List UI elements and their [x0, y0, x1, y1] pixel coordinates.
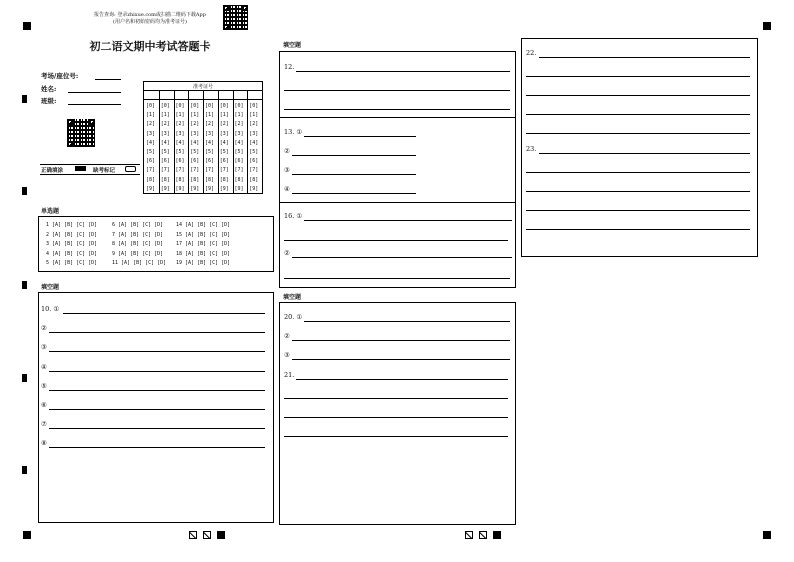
page-marker-icon — [217, 531, 225, 539]
exam-id-bubble[interactable]: [7] — [146, 167, 156, 174]
exam-id-bubble[interactable]: [1] — [190, 112, 200, 119]
fill-item-label: ④ — [284, 185, 290, 193]
exam-id-bubble[interactable]: [7] — [219, 167, 229, 174]
fill-item-label: ④ — [41, 362, 47, 371]
answer-line[interactable] — [292, 193, 416, 194]
exam-id-bubble[interactable]: [7] — [160, 167, 170, 174]
fill-item-label: ③ — [284, 351, 290, 359]
exam-id-bubble[interactable]: [6] — [146, 158, 156, 165]
exam-id-bubble[interactable]: [4] — [234, 139, 244, 146]
exam-id-bubble[interactable]: [6] — [175, 158, 185, 165]
answer-line[interactable] — [526, 191, 750, 192]
page-marker-icon — [493, 531, 501, 539]
fill-item-label: ② — [284, 249, 290, 257]
exam-id-bubble[interactable]: [5] — [160, 149, 170, 155]
answer-line[interactable] — [49, 371, 265, 372]
fill-mid2-title: 填空题 — [283, 294, 302, 301]
answer-line[interactable] — [49, 351, 265, 352]
exam-id-bubble[interactable]: [7] — [190, 167, 200, 174]
exam-id-bubble[interactable]: [1] — [219, 112, 229, 119]
q22-q23-section — [521, 38, 758, 257]
header-qr-code — [223, 5, 248, 30]
answer-line[interactable] — [296, 71, 510, 72]
mc-question[interactable]: 1 [A] [B] [C] [D] — [46, 222, 98, 228]
page-marker-icon — [189, 531, 197, 539]
exam-id-bubble[interactable]: [9] — [205, 185, 215, 192]
exam-id-bubble[interactable]: [8] — [219, 176, 229, 183]
fill-item-label: ② — [284, 332, 290, 340]
fill-item-label: 20. ① — [284, 313, 303, 321]
exam-id-bubble[interactable]: [1] — [234, 112, 244, 119]
exam-id-bubble[interactable]: [6] — [160, 158, 170, 165]
class-field[interactable] — [68, 104, 121, 105]
answer-line[interactable] — [49, 428, 265, 429]
exam-id-bubble[interactable]: [8] — [146, 176, 156, 183]
fill-item-label: ③ — [284, 166, 290, 174]
mc-question[interactable]: 3 [A] [B] [C] [D] — [46, 241, 98, 247]
exam-id-bubble[interactable]: [5] — [205, 149, 215, 155]
exam-id-bubble[interactable]: [2] — [249, 121, 259, 128]
answer-line[interactable] — [526, 229, 750, 230]
mc-question[interactable]: 9 [A] [B] [C] [D] — [112, 250, 164, 257]
exam-id-bubble[interactable]: [9] — [219, 185, 229, 192]
exam-id-bubble[interactable]: [8] — [249, 176, 259, 183]
mc-question[interactable]: 14 [A] [B] [C] [D] — [176, 222, 231, 228]
exam-id-bubble[interactable]: [1] — [175, 112, 185, 119]
answer-line[interactable] — [526, 172, 750, 173]
timing-mark — [23, 531, 31, 539]
exam-id-bubble[interactable]: [1] — [146, 112, 156, 119]
legend-correct-label: 正确填涂 — [41, 168, 64, 174]
mc-question[interactable]: 7 [A] [B] [C] [D] — [112, 231, 164, 238]
exam-id-bubble[interactable]: [4] — [160, 139, 170, 146]
exam-id-bubble[interactable]: [8] — [234, 176, 244, 183]
page-marker-icon — [465, 531, 473, 539]
exam-id-bubble[interactable]: [5] — [249, 149, 259, 155]
answer-line[interactable] — [539, 57, 750, 58]
answer-line[interactable] — [526, 76, 750, 77]
exam-id-bubble[interactable]: [2] — [146, 121, 156, 128]
page-marker-icon — [203, 531, 211, 539]
answer-line[interactable] — [526, 210, 750, 211]
timing-mark — [763, 531, 771, 539]
timing-mark — [22, 374, 27, 382]
exam-id-bubble[interactable]: [4] — [190, 139, 200, 146]
exam-id-bubble[interactable]: [2] — [160, 121, 170, 128]
answer-line[interactable] — [284, 109, 510, 110]
exam-id-bubble[interactable]: [8] — [190, 176, 200, 183]
name-label: 姓名: — [41, 85, 57, 93]
exam-id-bubble[interactable]: [7] — [249, 167, 259, 174]
fill-item-label: ⑧ — [41, 439, 47, 448]
answer-line[interactable] — [49, 390, 265, 391]
student-qr-code — [67, 119, 95, 147]
exam-id-bubble[interactable]: [0] — [234, 103, 244, 109]
exam-id-bubble[interactable]: [5] — [146, 149, 156, 155]
q20-section — [279, 302, 516, 525]
timing-mark — [22, 281, 27, 289]
timing-mark — [22, 466, 27, 474]
fill-left-title: 填空题 — [41, 284, 60, 291]
fill-item-label: ③ — [41, 343, 47, 352]
fill-item-label: 13. ① — [284, 128, 303, 136]
answer-line[interactable] — [292, 340, 510, 341]
timing-mark — [22, 95, 27, 103]
answer-line[interactable] — [526, 114, 750, 115]
answer-line[interactable] — [49, 332, 265, 333]
answer-line[interactable] — [284, 240, 508, 241]
mc-question[interactable]: 5 [A] [B] [C] [D] — [46, 260, 98, 266]
filled-bubble-icon — [75, 166, 86, 171]
fill-left-section — [38, 292, 274, 523]
room-seat-field[interactable] — [95, 79, 121, 80]
q21-label: 21. — [284, 371, 295, 379]
page-title: 初二语文期中考试答题卡 — [89, 40, 211, 53]
absent-box-icon[interactable] — [125, 166, 136, 172]
fill-item-label: ② — [41, 324, 47, 333]
mc-question[interactable]: 8 [A] [B] [C] [D] — [112, 241, 164, 247]
exam-id-bubble[interactable]: [8] — [175, 176, 185, 183]
exam-id-bubble[interactable]: [9] — [160, 185, 170, 192]
room-seat-label: 考场/座位号: — [41, 72, 79, 80]
answer-line[interactable] — [539, 153, 750, 154]
answer-line[interactable] — [292, 155, 416, 156]
exam-id-bubble[interactable]: [0] — [190, 103, 200, 109]
exam-id-bubble[interactable]: [8] — [205, 176, 215, 183]
exam-id-bubble[interactable]: [7] — [175, 167, 185, 174]
exam-id-bubble[interactable]: [6] — [205, 158, 215, 165]
exam-id-bubble[interactable]: [7] — [205, 167, 215, 174]
exam-id-bubble[interactable]: [0] — [175, 103, 185, 109]
answer-line[interactable] — [304, 136, 416, 137]
exam-id-bubble[interactable]: [0] — [249, 103, 259, 109]
exam-id-bubble[interactable]: [1] — [249, 112, 259, 119]
exam-id-bubble[interactable]: [4] — [146, 139, 156, 146]
exam-id-bubble[interactable]: [6] — [190, 158, 200, 165]
mc-question[interactable]: 15 [A] [B] [C] [D] — [176, 231, 231, 238]
class-label: 班级: — [41, 97, 57, 105]
answer-line[interactable] — [304, 321, 510, 322]
exam-id-bubble[interactable]: [0] — [205, 103, 215, 109]
exam-id-bubble[interactable]: [3] — [175, 130, 185, 137]
notice-line-1: 报告查询: 登录zhixue.com或扫描二维码下载App — [94, 12, 206, 18]
exam-id-bubble[interactable]: [3] — [146, 130, 156, 137]
exam-id-bubble[interactable]: [3] — [160, 130, 170, 137]
exam-id-title: 准考证号 — [192, 84, 213, 90]
notice-line-2: (用户名和初始密码均为准考证号) — [113, 19, 187, 25]
exam-id-bubble[interactable]: [4] — [249, 139, 259, 146]
exam-id-bubble[interactable]: [6] — [234, 158, 244, 165]
answer-line[interactable] — [63, 313, 265, 314]
answer-line[interactable] — [284, 417, 508, 418]
mc-section-title: 单选题 — [41, 208, 60, 215]
exam-id-bubble[interactable]: [4] — [219, 139, 229, 146]
exam-id-bubble[interactable]: [2] — [205, 121, 215, 128]
exam-id-bubble[interactable]: [7] — [234, 167, 244, 174]
exam-id-bubble[interactable]: [3] — [190, 130, 200, 137]
exam-id-bubble[interactable]: [9] — [146, 185, 156, 192]
exam-id-grid — [143, 81, 263, 194]
answer-line[interactable] — [284, 278, 510, 279]
exam-id-bubble[interactable]: [8] — [160, 176, 170, 183]
answer-line[interactable] — [49, 409, 265, 410]
answer-line[interactable] — [49, 447, 265, 448]
fill-item-label: ② — [284, 147, 290, 155]
q16-section — [279, 202, 516, 288]
exam-id-bubble[interactable]: [1] — [205, 112, 215, 119]
exam-id-bubble[interactable]: [3] — [234, 130, 244, 137]
name-field[interactable] — [68, 92, 121, 93]
exam-id-bubble[interactable]: [6] — [249, 158, 259, 165]
exam-id-bubble[interactable]: [4] — [205, 139, 215, 146]
exam-id-bubble[interactable]: [9] — [190, 185, 200, 192]
exam-id-bubble[interactable]: [2] — [234, 121, 244, 128]
answer-line[interactable] — [292, 257, 512, 258]
fill-item-label: ⑤ — [41, 381, 47, 390]
exam-id-bubble[interactable]: [0] — [146, 103, 156, 109]
mc-question[interactable]: 18 [A] [B] [C] [D] — [176, 250, 231, 257]
q12-label: 12. — [284, 63, 295, 71]
q22-label: 22. — [526, 49, 537, 57]
fill-item-label: 16. ① — [284, 212, 303, 220]
timing-mark — [763, 22, 771, 30]
answer-line[interactable] — [284, 436, 508, 437]
mc-question[interactable]: 2 [A] [B] [C] [D] — [46, 231, 98, 238]
answer-line[interactable] — [526, 95, 750, 96]
exam-id-bubble[interactable]: [9] — [234, 185, 244, 192]
exam-id-bubble[interactable]: [9] — [249, 185, 259, 192]
exam-id-bubble[interactable]: [2] — [190, 121, 200, 128]
exam-id-bubble[interactable]: [0] — [219, 103, 229, 109]
q13-section — [279, 117, 516, 203]
answer-line[interactable] — [296, 379, 508, 380]
fill-item-label: ⑥ — [41, 401, 47, 409]
exam-id-bubble[interactable]: [9] — [175, 185, 185, 192]
mc-question[interactable]: 4 [A] [B] [C] [D] — [46, 250, 98, 257]
mc-question[interactable]: 19 [A] [B] [C] [D] — [176, 260, 231, 266]
answer-line[interactable] — [292, 359, 510, 360]
exam-id-bubble[interactable]: [6] — [219, 158, 229, 165]
exam-id-bubble[interactable]: [5] — [175, 149, 185, 155]
exam-id-bubble[interactable]: [5] — [190, 149, 200, 155]
timing-mark — [23, 22, 31, 30]
exam-id-bubble[interactable]: [4] — [175, 139, 185, 146]
mc-question[interactable]: 17 [A] [B] [C] [D] — [176, 241, 231, 247]
exam-id-bubble[interactable]: [0] — [160, 103, 170, 109]
mc-question[interactable]: 6 [A] [B] [C] [D] — [112, 222, 164, 228]
q12-section — [279, 51, 516, 118]
exam-id-bubble[interactable]: [2] — [175, 121, 185, 128]
exam-id-bubble[interactable]: [1] — [160, 112, 170, 119]
answer-line[interactable] — [292, 174, 416, 175]
q23-label: 23. — [526, 145, 537, 153]
mc-question[interactable]: 11 [A] [B] [C] [D] — [112, 260, 167, 266]
answer-line[interactable] — [304, 220, 512, 221]
fill-item-label: 10. ① — [41, 305, 60, 313]
timing-mark — [22, 187, 27, 195]
page-marker-icon — [479, 531, 487, 539]
answer-line[interactable] — [526, 133, 750, 134]
legend-absent-label: 缺考标记 — [93, 168, 116, 174]
fill-mid-title: 填空题 — [283, 42, 302, 49]
answer-line[interactable] — [284, 398, 508, 399]
exam-id-bubble[interactable]: [3] — [249, 130, 259, 137]
exam-id-bubble[interactable]: [3] — [205, 130, 215, 137]
exam-id-bubble[interactable]: [3] — [219, 130, 229, 137]
answer-line[interactable] — [284, 90, 510, 91]
exam-id-bubble[interactable]: [2] — [219, 121, 229, 128]
exam-id-bubble[interactable]: [5] — [219, 149, 229, 155]
exam-id-bubble[interactable]: [5] — [234, 149, 244, 155]
fill-item-label: ⑦ — [41, 420, 47, 429]
